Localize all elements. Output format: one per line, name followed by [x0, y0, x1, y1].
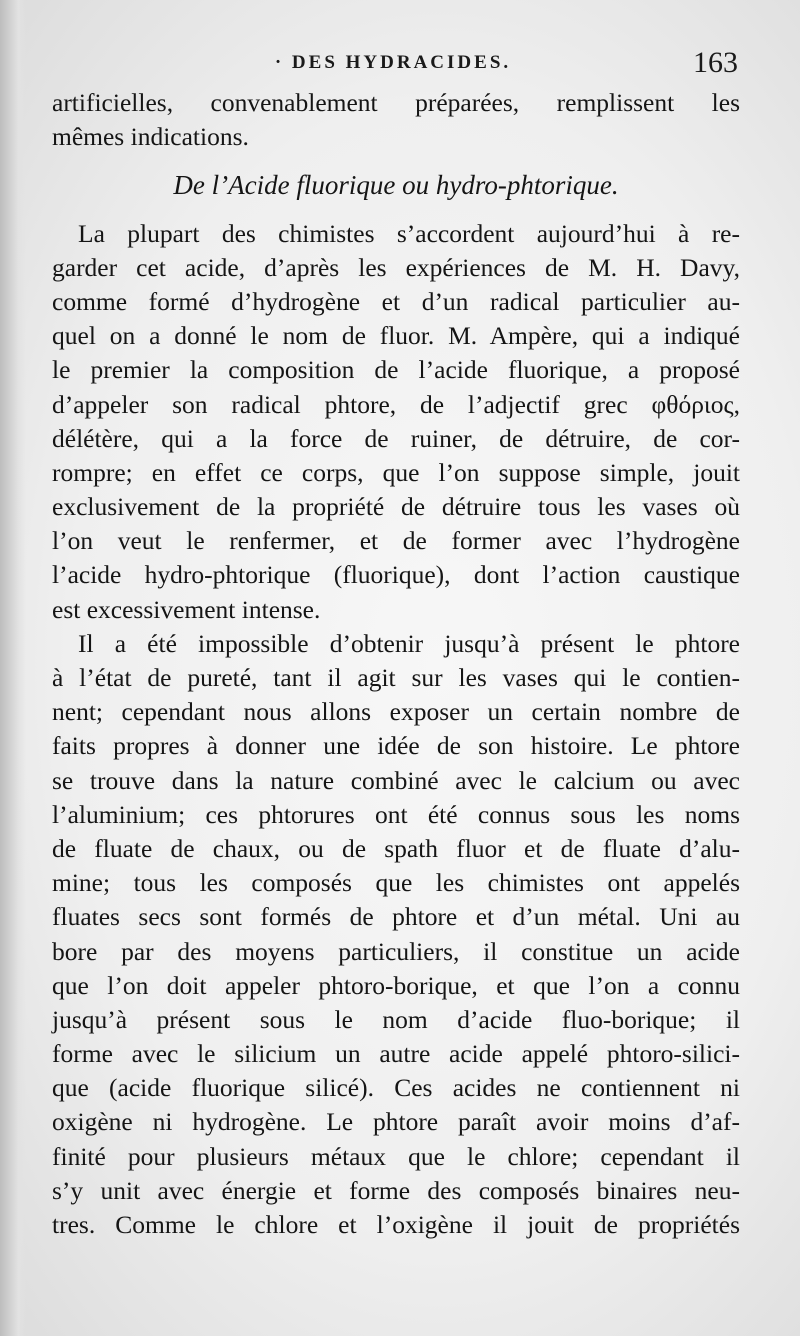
section-title: De l’Acide fluorique ou hydro-phtorique.	[173, 170, 619, 201]
text-line: artificielles, convenablement préparées, remplissent les	[52, 88, 740, 117]
spacer	[52, 154, 740, 168]
page-body	[52, 86, 740, 1242]
text-line: La plupart des chimistes s’accordent aujourd’hui à re-	[78, 218, 740, 248]
text-line: délétère, qui a la force de ruiner, de détruire, de cor-	[52, 423, 740, 453]
text-line: mine; tous les composés que les chimistes ont appelés	[52, 868, 740, 898]
text-line: exclusivement de la propriété de détruire tous les vases où	[52, 492, 740, 522]
text-line: nent; cependant nous allons exposer un certain nombre de	[52, 697, 740, 727]
text-line: finité pour plusieurs métaux que le chlore; cependant il	[52, 1141, 740, 1171]
text-line: se trouve dans la nature combiné avec le calcium ou avec	[52, 765, 740, 795]
text-line: oxigène ni hydrogène. Le phtore paraît avoir moins d’af-	[52, 1107, 740, 1137]
page-header	[48, 46, 738, 80]
text-line: mêmes indications.	[52, 122, 249, 152]
spacer	[52, 203, 740, 217]
text-line: s’y unit avec énergie et forme des composés binaires neu-	[52, 1175, 740, 1205]
text-line: le premier la composition de l’acide fluorique, a proposé	[52, 355, 740, 385]
text-line: d’appeler son radical phtore, de l’adjectif grec φθόριος,	[52, 389, 740, 419]
text-line: comme formé d’hydrogène et d’un radical particulier au-	[52, 286, 740, 316]
text-line: l’acide hydro-phtorique (fluorique), dont l’action caustique	[52, 560, 740, 590]
page-number: 163	[693, 46, 738, 79]
text-line: que l’on doit appeler phtoro-borique, et que l’on a connu	[52, 970, 740, 1000]
text-line: tres. Comme le chlore et l’oxigène il jouit de propriétés	[52, 1210, 740, 1239]
running-title: · DES HYDRACIDES.	[274, 52, 512, 73]
text-line: jusqu’à présent sous le nom d’acide fluo-borique; il	[52, 1004, 740, 1034]
text-line: fluates secs sont formés de phtore et d’un métal. Uni au	[52, 902, 740, 932]
text-line: garder cet acide, d’après les expériences de M. H. Davy,	[52, 252, 740, 282]
text-line: Il a été impossible d’obtenir jusqu’à présent le phtore	[78, 628, 740, 658]
text-line: de fluate de chaux, ou de spath fluor et de fluate d’alu-	[52, 833, 740, 863]
text-line: l’on veut le renfermer, et de former avec l’hydrogène	[52, 526, 740, 556]
text-line: que (acide fluorique silicé). Ces acides ne contiennent ni	[52, 1073, 740, 1103]
text-line: bore par des moyens particuliers, il constitue un acide	[52, 936, 740, 966]
text-line: à l’état de pureté, tant il agit sur les vases qui le contien-	[52, 663, 740, 692]
text-line: est excessivement intense.	[52, 594, 321, 624]
text-line: rompre; en effet ce corps, que l’on suppose simple, jouit	[52, 457, 740, 487]
page-binding-shadow	[0, 0, 26, 1336]
text-line: forme avec le silicium un autre acide appelé phtoro-silici-	[52, 1039, 740, 1069]
text-line: quel on a donné le nom de fluor. M. Ampère, qui a indiqué	[52, 321, 740, 351]
text-line: l’aluminium; ces phtorures ont été connus sous les noms	[52, 799, 740, 829]
text-line: faits propres à donner une idée de son histoire. Le phtore	[52, 731, 740, 761]
